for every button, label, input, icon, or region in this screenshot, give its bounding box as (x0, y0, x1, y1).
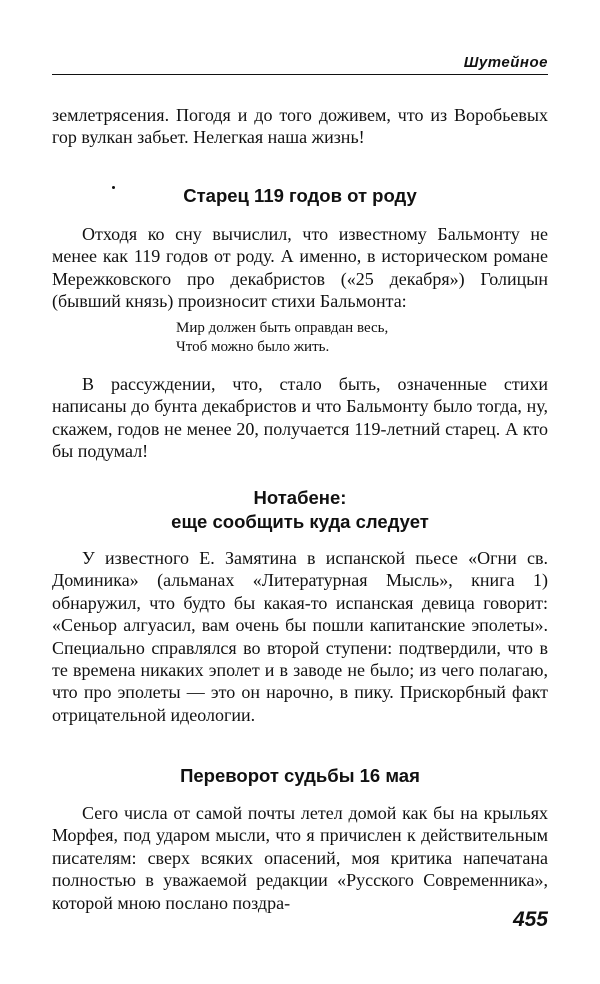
paragraph-perevorot: Сего числа от самой почты летел домой как бы на крыльях Морфея, под ударом мысли, что я причислен к действительным писателям: сверх всяких опасений, моя критика напечатана полностью в уважаемой редакции «Русского Современника», которой мною послано поздра- (52, 803, 548, 913)
paragraph-notabene: У известного Е. Замятина в испанской пьесе «Огни св. Доминика» (альманах «Литературная Мысль», книга 1) обнаружил, что будто бы какая-то испанская девица говорит: «Сеньор алгуасил, вам очень бы пошли капитанские эполеты». Специально справлялся во второй ступени: подтвердили, что в те времена никаких эполет и в заводе не было; из чего полагаю, что про эполеты — это он нарочно, в пику. Прискорбный факт отрицательной идеологии. (52, 548, 548, 725)
section-heading-perevorot: Переворот судьбы 16 мая (180, 765, 420, 786)
running-title: Шутейное (463, 54, 548, 71)
verse-quote (176, 319, 388, 357)
section-heading-notabene (52, 486, 548, 534)
notabene-title-line-2: еще сообщить куда следует (171, 511, 429, 532)
paragraph-starets-1: Отходя ко сну вычислил, что известному Бальмонту не менее как 119 годов от роду. А именно, в историческом романе Мережковского про декабристов («25 декабря») Голицын (бывший князь) произносит стихи Бальмонта: (52, 224, 548, 312)
book-page (52, 0, 548, 984)
notabene-title-line-1: Нотабене: (253, 487, 347, 508)
running-header (52, 54, 548, 78)
verse-line-1: Мир должен быть оправдан весь, (176, 320, 389, 336)
header-rule (52, 74, 548, 75)
section-heading-starets: Старец 119 годов от роду (183, 185, 417, 206)
opening-paragraph: землетрясения. Погодя и до того доживем, что из Воробьевых гор вулкан забьет. Нелегкая наша жизнь! (52, 105, 548, 148)
verse-line-2: Чтоб можно было жить. (176, 339, 330, 355)
page-number: 455 (512, 908, 548, 931)
paragraph-starets-2: В рассуждении, что, стало быть, означенные стихи написаны до бунта декабристов и что Бальмонту было тогда, ну, скажем, годов не менее 20, получается 119-летний старец. А кто бы подумал! (52, 374, 548, 462)
